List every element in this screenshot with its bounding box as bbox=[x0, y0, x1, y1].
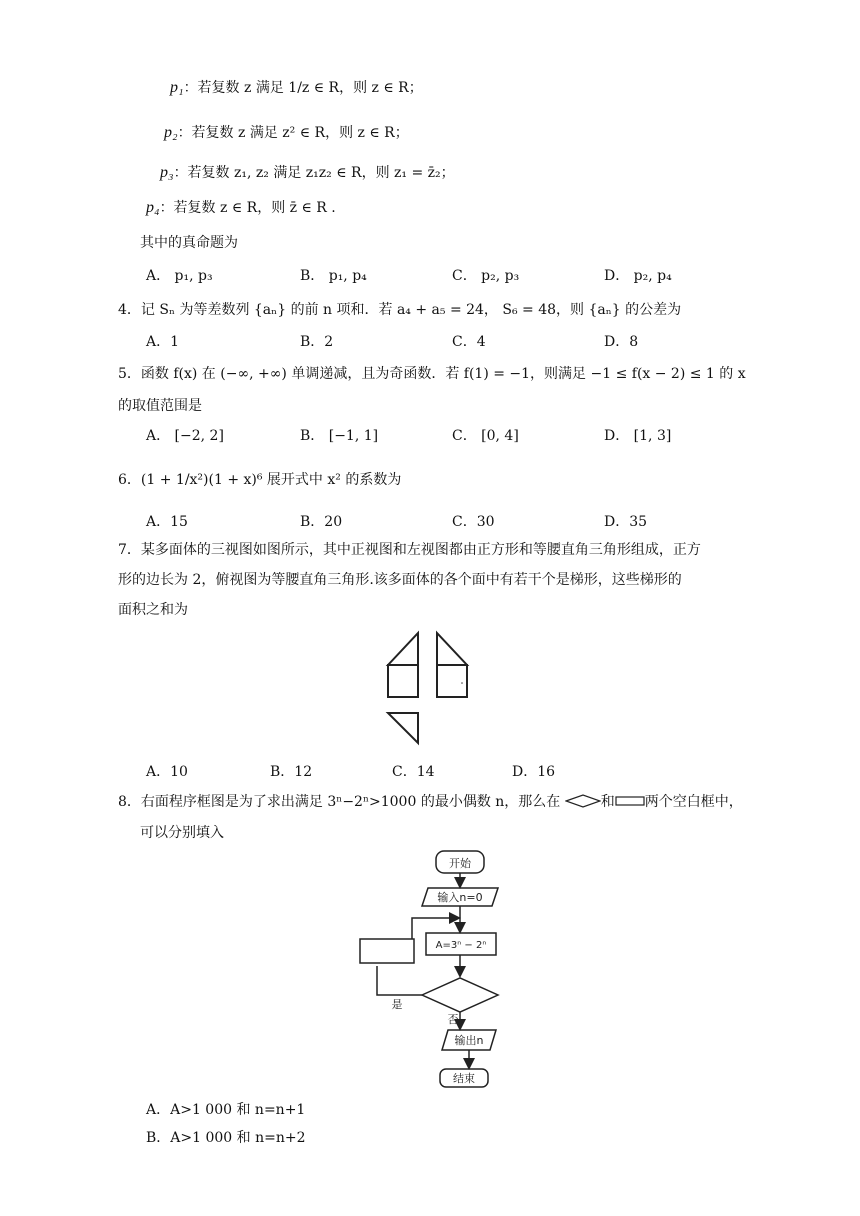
q6-option-c: C．30 bbox=[452, 514, 495, 530]
q5-option-a: A． [−2, 2] bbox=[146, 428, 224, 444]
q4-option-b: B．2 bbox=[300, 334, 334, 350]
q5-option-b: B． [−1, 1] bbox=[300, 428, 379, 444]
q3-option-c: C． p₂, p₃ bbox=[452, 268, 520, 284]
prop-p1 bbox=[170, 78, 423, 98]
front-view-triangle bbox=[388, 633, 418, 665]
q3-option-b: B． p₁, p₄ bbox=[300, 268, 367, 284]
prop-p2 bbox=[164, 123, 409, 143]
q3-option-d: D． p₂, p₄ bbox=[604, 268, 672, 284]
q8-stem-line1 bbox=[118, 792, 743, 812]
prop-text: ：若复数 z 满足 z² ∈ R，则 z ∈ R； bbox=[177, 125, 409, 141]
q6-stem: 6．(1 + 1/x²)(1 + x)⁶ 展开式中 x² 的系数为 bbox=[118, 472, 402, 488]
q7-stem-line3: 面积之和为 bbox=[118, 602, 188, 618]
flow-yes-label: 是 bbox=[391, 998, 403, 1011]
q7-stem-line2: 形的边长为 2，俯视图为等腰直角三角形.该多面体的各个面中有若干个是梯形，这些梯形的 bbox=[118, 572, 682, 588]
prop-label: p₃ bbox=[160, 164, 174, 181]
prop-label: p₂ bbox=[164, 124, 178, 141]
flow-end-label: 结束 bbox=[453, 1072, 475, 1085]
prop-text: ：若复数 z ∈ R，则 z̄ ∈ R . bbox=[159, 200, 336, 216]
q8-stem-text: 8．右面程序框图是为了求出满足 3ⁿ−2ⁿ>1000 的最小偶数 n，那么在 bbox=[118, 794, 561, 810]
q6-option-d: D．35 bbox=[604, 514, 648, 530]
q6-option-b: B．20 bbox=[300, 514, 343, 530]
q8-stem-mid: 和 bbox=[600, 794, 615, 810]
q4-stem: 4．记 Sₙ 为等差数列 {aₙ} 的前 n 项和．若 a₄ + a₅ = 24， S₆ = 48，则 {aₙ} 的公差为 bbox=[118, 302, 682, 318]
diamond-icon bbox=[565, 794, 601, 808]
prop-label: p₁ bbox=[170, 79, 184, 96]
q7-option-a: A．10 bbox=[146, 764, 188, 780]
flow-output-label: 输出n bbox=[454, 1034, 484, 1047]
q8-stem-line2: 可以分别填入 bbox=[140, 825, 224, 841]
q6-option-a: A．15 bbox=[146, 514, 188, 530]
prop-p4 bbox=[146, 198, 336, 218]
flowchart bbox=[350, 845, 520, 1095]
q5-option-d: D． [1, 3] bbox=[604, 428, 672, 444]
q5-option-c: C． [0, 4] bbox=[452, 428, 519, 444]
flow-decision-diamond bbox=[422, 978, 498, 1012]
q7-stem-line1: 7．某多面体的三视图如图所示，其中正视图和左视图都由正方形和等腰直角三角形组成，正方 bbox=[118, 542, 701, 558]
flow-blank-box bbox=[360, 939, 414, 963]
q3-stem: 其中的真命题为 bbox=[140, 235, 238, 251]
q5-stem-line1: 5．函数 f(x) 在 (−∞, +∞) 单调递减，且为奇函数．若 f(1) = −1，则满足 −1 ≤ f(x − 2) ≤ 1 的 x bbox=[118, 366, 746, 382]
q4-option-c: C．4 bbox=[452, 334, 486, 350]
prop-text: ：若复数 z₁, z₂ 满足 z₁z₂ ∈ R，则 z₁ = z̄₂； bbox=[173, 165, 455, 181]
q8-option-b: B．A>1 000 和 n=n+2 bbox=[146, 1130, 306, 1146]
side-view-triangle bbox=[437, 633, 467, 665]
q7-option-d: D．16 bbox=[512, 764, 556, 780]
side-view-square bbox=[437, 665, 467, 697]
q8-stem-end: 两个空白框中， bbox=[644, 794, 743, 810]
q4-option-a: A．1 bbox=[146, 334, 180, 350]
top-view-triangle bbox=[388, 713, 418, 743]
three-view-figure bbox=[380, 625, 480, 750]
q5-stem-line2: 的取值范围是 bbox=[118, 398, 202, 414]
prop-text: ：若复数 z 满足 1/z ∈ R，则 z ∈ R； bbox=[183, 80, 423, 96]
q7-option-c: C．14 bbox=[392, 764, 435, 780]
q4-option-d: D．8 bbox=[604, 334, 639, 350]
flow-input-label: 输入n=0 bbox=[437, 891, 483, 904]
q7-option-b: B．12 bbox=[270, 764, 313, 780]
front-view-square bbox=[388, 665, 418, 697]
rectangle-icon bbox=[615, 795, 645, 807]
flow-start-label: 开始 bbox=[449, 857, 471, 870]
q8-option-a: A．A>1 000 和 n=n+1 bbox=[146, 1102, 306, 1118]
flow-assign-label: A=3ⁿ − 2ⁿ bbox=[435, 940, 487, 951]
flow-no-label: 否 bbox=[447, 1013, 459, 1026]
prop-label: p₄ bbox=[146, 199, 160, 216]
prop-p3 bbox=[160, 163, 455, 183]
q3-option-a: A． p₁, p₃ bbox=[146, 268, 213, 284]
